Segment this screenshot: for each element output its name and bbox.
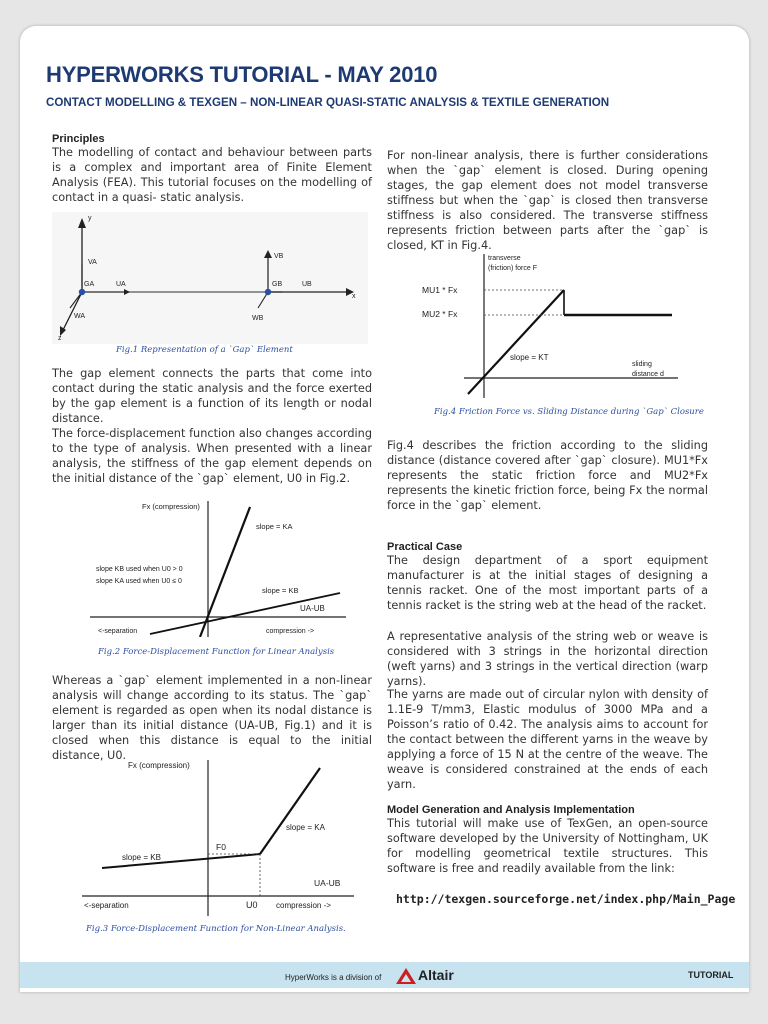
label-va: VA [88, 259, 97, 266]
label-ua-ub: UA-UB [300, 604, 325, 613]
label-friction-force: (friction) force F [488, 265, 538, 272]
nonlinear-right-paragraph [387, 148, 708, 253]
practical-case-section [387, 541, 708, 613]
label-y: y [88, 215, 92, 222]
label-ga: GA [84, 281, 95, 288]
label-mu2: MU2 * Fx [422, 309, 458, 319]
fig4-caption: Fig.4 Friction Force vs. Sliding Distance during `Gap` Closure [434, 407, 704, 417]
label-fx: Fx (compression) [142, 502, 200, 511]
label-gb: GB [272, 281, 283, 288]
page-title: HYPERWORKS TUTORIAL - MAY 2010 [46, 62, 438, 87]
label-x: x [352, 293, 356, 300]
label-wb: WB [252, 315, 264, 322]
page-subtitle: CONTACT MODELLING & TEXGEN – NON-LINEAR QUASI-STATIC ANALYSIS & TEXTILE GENERATION [46, 96, 610, 109]
label-transverse: transverse [488, 255, 521, 262]
principles-paragraph: The modelling of contact and behaviour between parts is a complex and important area of Finite Element Analysis (FEA). This tutorial focuses on the modelling of contact in a quasi- static analysis. [52, 146, 372, 204]
principles-heading: Principles [52, 133, 105, 145]
label-vb: VB [274, 253, 284, 260]
paragraph: The design department of a sport equipment manufacturer is at the initial stages of designing a tennis racket. One of the most important parts of a tennis racket is the string web at the head of the racket. [387, 554, 708, 612]
paragraph: The yarns are made out of circular nylon with density of 1.1E-9 T/mm3, Elastic modulus of 3000 MPa and a Poisson’s ratio of 0.42. The analysis aims to account for the contact between the different yarns in the weave by applying a force of 15 N at the centre of the weave. The weave is considered constrained at the ends of each yarn. [387, 688, 708, 791]
friction-paragraph [387, 438, 708, 513]
fig1-caption: Fig.1 Representation of a `Gap` Element [116, 345, 293, 355]
label-slope-ka: slope = KA [286, 823, 325, 832]
texgen-link[interactable]: http://texgen.sourceforge.net/index.php/Main_Page [396, 892, 736, 906]
figure-background [52, 212, 368, 344]
principles-section [52, 133, 372, 205]
nonlinear-paragraph [52, 673, 372, 763]
label-separation: <-separation [98, 628, 138, 635]
paragraph: The gap element connects the parts that come into contact during the static analysis and the force exerted by the gap element is a function of its length or nodal distance. [52, 367, 372, 425]
label-slope-kb: slope = KB [262, 586, 299, 595]
label-separation: <-separation [84, 901, 129, 910]
label-slope-kb: slope = KB [122, 853, 161, 862]
representative-paragraph [387, 629, 708, 689]
label-f0: F0 [216, 842, 226, 852]
node-ga [79, 289, 85, 295]
label-z: z [58, 335, 62, 342]
fig4-friction-chart [420, 248, 680, 398]
label-compression: compression -> [276, 901, 331, 910]
footer-division-text: HyperWorks is a division of [285, 973, 382, 982]
fig1-gap-element-diagram [52, 212, 368, 344]
paragraph: A representative analysis of the string web or weave is considered with 3 strings in the horizontal direction (weft yarns) and 3 strings in the vertical direction (warp yarns). [387, 630, 708, 688]
paragraph: The force-displacement function also changes according to the type of analysis. When presented with a linear analysis, the stiffness of the gap element depends on the initial distance of the `gap` element, U0 in Fig.2. [52, 427, 372, 485]
label-compression: compression -> [266, 628, 315, 635]
label-slope-ka-used: slope KA used when U0 ≤ 0 [96, 578, 182, 585]
paragraph: Fig.4 describes the friction according to the sliding distance (distance covered after `gap` closure). MU1*Fx represents the static friction force and MU2*Fx represents the kinetic friction force, being Fx the normal force in the `gap` element. [387, 439, 708, 512]
label-u0: U0 [246, 900, 258, 910]
fig3-caption: Fig.3 Force-Displacement Function for Non-Linear Analysis. [86, 924, 346, 934]
practical-case-heading: Practical Case [387, 541, 463, 553]
footer-tutorial-label: TUTORIAL [688, 970, 734, 980]
paragraph: For non-linear analysis, there is further considerations when the `gap` element is closed. During opening stages, the gap element does not model transverse stiffness but when the `gap` is closed then transverse stiffness is also considered. The transverse stiffness represents friction between parts after the `gap` is closed, KT in Fig.4. [387, 149, 708, 252]
paragraph: Whereas a `gap` element implemented in a non-linear analysis will change according to its status. The `gap` element is regarded as open when its nodal distance is larger than its initial distance (UA-UB, Fig.1) and it is closed when this distance is equal to the initial distance, U0. [52, 674, 372, 762]
footer-brand: Altair [418, 967, 454, 983]
paragraph: This tutorial will make use of TexGen, an open-source software developed by the University of Nottingham, UK for modelling geometrical textile structures. This software is free and readily available from the link: [387, 817, 708, 875]
fig2-caption: Fig.2 Force-Displacement Function for Linear Analysis [98, 647, 335, 657]
yarns-paragraph [387, 687, 708, 792]
gap-element-paragraph [52, 366, 372, 426]
label-slope-ka: slope = KA [256, 522, 293, 531]
slope-ka-line [260, 768, 320, 854]
label-ua: UA [116, 281, 126, 288]
label-slope-kb-used: slope KB used when U0 > 0 [96, 566, 183, 573]
node-gb [265, 289, 271, 295]
label-mu1: MU1 * Fx [422, 285, 458, 295]
force-displacement-paragraph [52, 426, 372, 486]
label-sliding: sliding [632, 361, 652, 368]
label-distance: distance d [632, 371, 664, 378]
fig3-nonlinear-chart [82, 756, 362, 916]
label-fx: Fx (compression) [128, 761, 190, 770]
label-wa: WA [74, 313, 86, 320]
label-slope-kt: slope = KT [510, 353, 549, 362]
model-generation-section [387, 804, 708, 876]
label-ub: UB [302, 281, 312, 288]
label-ua-ub: UA-UB [314, 878, 341, 888]
model-generation-heading: Model Generation and Analysis Implementation [387, 804, 635, 816]
footer-bar [20, 962, 749, 988]
fig2-linear-chart [90, 497, 350, 637]
altair-logo-icon [394, 966, 418, 986]
